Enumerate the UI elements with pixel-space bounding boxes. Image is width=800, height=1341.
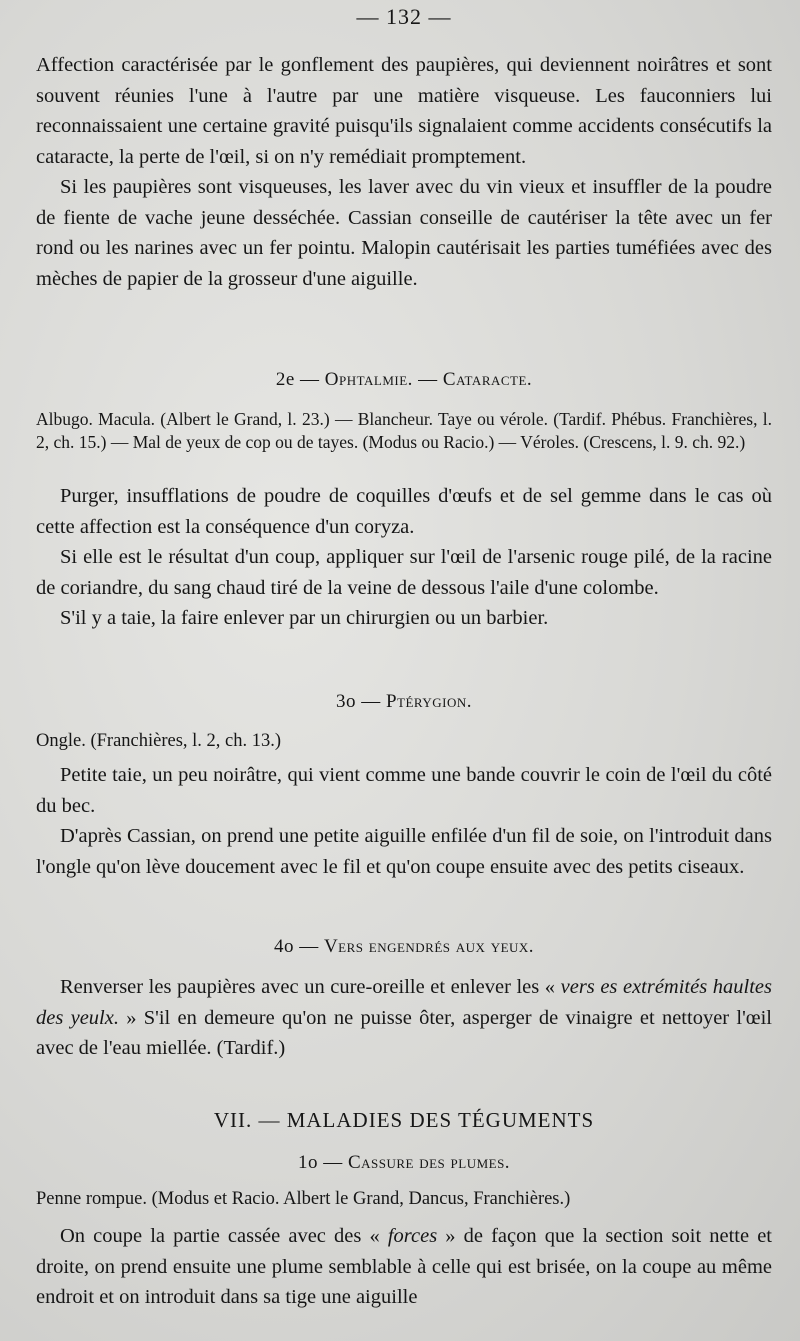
section3-paragraph-1: Petite taie, un peu noirâtre, qui vient comme une bande couvrir le coin de l'œil du côté du bec. [36,764,772,817]
section-heading-ophtalmie [36,369,772,391]
paragraph-text: » S'il en demeure qu'on ne puisse ôter, asperger de vinaigre et nettoyer l'œil avec de l'eau miellée. (Tardif.) [36,1006,772,1059]
section3-body [36,760,772,882]
heading-dash: — [361,691,381,712]
heading-title-a: Ophtalmie. [324,369,413,390]
paragraph-text: » de façon que la section soit nette et droite, on prend ensuite une plume semblable à celle qui est brisée, on la coupe au même endroit et on introduit dans sa tige une aiguille [36,1225,772,1308]
synonyms-pterygion [36,726,772,756]
section4-paragraph-1 [36,972,772,1064]
quoted-italic-text: forces [387,1225,438,1247]
synonyms-cassure [36,1184,772,1214]
section2-paragraph-3: S'il y a taie, la faire enlever par un chirurgien ou un barbier. [60,607,549,629]
paragraph-text: Renverser les paupières avec un cure-oreille et enlever les « [60,976,561,998]
section-number: 1o [297,1152,318,1173]
feathers-paragraph-1 [36,1221,772,1313]
heading-dash: — [299,936,319,957]
synonyms-text: Ongle. (Franchières, l. 2, ch. 13.) [36,731,282,751]
section2-body [36,481,772,634]
section-number: 2e [275,369,295,390]
document-page [36,0,772,1341]
section-heading-cassure [36,1152,772,1174]
synonyms-text: Penne rompue. (Modus et Racio. Albert le Grand, Dancus, Franchières.) [36,1189,571,1209]
heading-dash: — [323,1152,343,1173]
heading-dash: — [300,369,320,390]
quoted-italic-text: vers es extrémités haultes des yeulx. [36,976,772,1029]
heading-title: Vers engendrés aux yeux. [323,936,535,957]
intro-block [36,50,772,294]
heading-dash: — [418,369,438,390]
heading-title-b: Cataracte. [442,369,533,390]
heading-title: Cassure des plumes. [347,1152,511,1173]
paragraph-text: On coupe la partie cassée avec des « [60,1225,388,1247]
section-heading-pterygion [36,691,772,713]
chapter-heading: VII. — MALADIES DES TÉGUMENTS [213,1108,595,1132]
section3-paragraph-2: D'après Cassian, on prend une petite aiguille enfilée d'un fil de soie, on l'introduit dans l'ongle qu'on lève doucement avec le fil et qu'on coupe ensuite avec des petits ciseaux. [36,825,772,878]
intro-paragraph-1: Affection caractérisée par le gonflement des paupières, qui deviennent noirâtres et sont souvent réunies l'une à l'autre par une matière visqueuse. Les fauconniers lui reconnaissaient une certaine gravité puisqu'ils signalaient comme accidents consécutifs la cataracte, la perte de l'œil, si on n'y remédiait promptement. [36,54,772,168]
page-number: — 132 — [356,4,452,29]
section-number: 3o [335,691,356,712]
heading-title: Ptérygion. [385,691,473,712]
section2-paragraph-2: Si elle est le résultat d'un coup, appliquer sur l'œil de l'arsenic rouge pilé, de la racine de coriandre, du sang chaud tiré de la veine de dessous l'aile d'une colombe. [36,546,772,599]
section2-paragraph-1: Purger, insufflations de poudre de coquilles d'œufs et de sel gemme dans le cas où cette affection est la conséquence d'un coryza. [36,485,772,538]
intro-paragraph-2: Si les paupières sont visqueuses, les laver avec du vin vieux et insuffler de la poudre de fiente de vache jeune desséchée. Cassian conseille de cautériser la tête avec un fer rond ou les narines avec un fer pointu. Malopin cautérisait les parties tuméfiées avec des mèches de papier de la grosseur d'une aiguille. [36,176,772,290]
feathers-body [36,1221,772,1313]
section-heading-vers [36,936,772,958]
synonyms-ophtalmie [36,408,772,453]
synonyms-text: Albugo. Macula. (Albert le Grand, l. 23.) — Blancheur. Taye ou vérole. (Tardif. Phébus. Franchières, l. 2, ch. 15.) — Mal de yeux de cop ou de tayes. (Modus ou Racio.) — Véroles. (Crescens, l. 9. ch. 92.) [36,409,772,452]
section-number: 4o [273,936,294,957]
section4-body [36,972,772,1064]
